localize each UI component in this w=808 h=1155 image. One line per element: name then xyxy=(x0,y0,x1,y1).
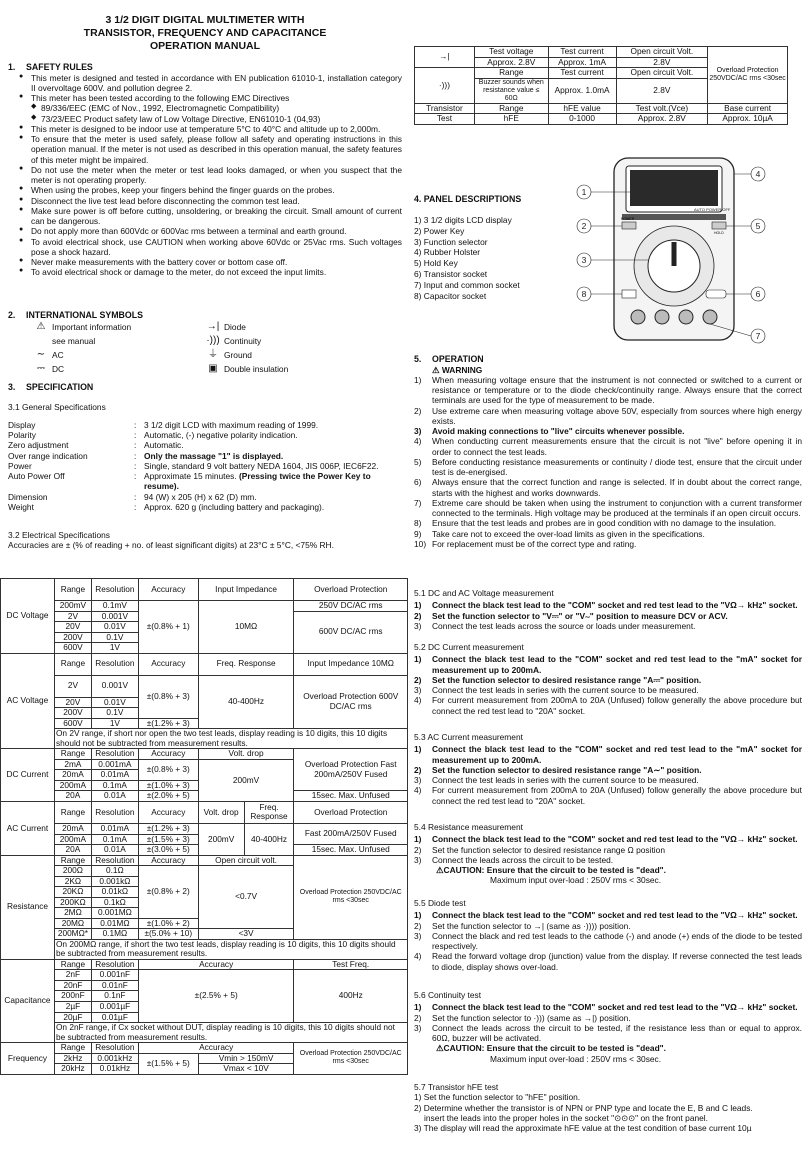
electrical-spec-heading: 3.2 Electrical Specifications xyxy=(8,530,110,541)
caution-label: ⚠CAUTION: Ensure that the circuit to be tested is "dead". xyxy=(436,865,666,875)
list-item: 3) Connect the leads across the circuit to be tested, if the resistance less than or equal to approx. 60Ω, buzzer will be activated. xyxy=(414,1022,802,1043)
ac-current-label: AC Current xyxy=(1,801,55,855)
ground-icon: ⏚ xyxy=(208,349,218,361)
section-heading: 5.5 Diode test xyxy=(414,898,466,908)
list-item: ● Make sure power is off before cutting, unsoldering, or breaking the circuit. Small amount of current can be dangerous. xyxy=(8,206,402,227)
callout-3: 3 xyxy=(581,255,587,265)
warning-icon: ⚠ xyxy=(436,1043,444,1054)
list-item: 2) Determine whether the transistor is of NPN or PNP type and locate the E, B and C leads. xyxy=(414,1102,753,1113)
list-item: 1) Set the function selector to "hFE" position. xyxy=(414,1092,581,1103)
list-item: ◆ 73/23/EEC Product safety law of Low Voltage Directive, EN61010-1 (04,93) xyxy=(8,114,402,124)
list-item: ● This meter has been tested according to the following EMC Directives xyxy=(8,93,402,103)
list-item: ● To avoid electrical shock, use CAUTION when working above 60Vdc or 25Vac rms. Such voltages pose a shock hazard. xyxy=(8,237,402,258)
section-heading: 5.1 DC and AC Voltage measurement xyxy=(414,588,554,598)
resistance-label: Resistance xyxy=(1,855,55,959)
spec-heading: SPECIFICATION xyxy=(26,382,94,392)
dc-icon: ⎓ xyxy=(37,363,45,375)
safety-heading: SAFETY RULES xyxy=(26,62,93,72)
hold-key xyxy=(712,222,726,229)
warning-icon: ⚠ xyxy=(432,364,440,375)
list-item: 6) Transistor socket xyxy=(414,269,488,280)
diode-continuity-table: →| Test voltage Test current Open circuit Volt. Overload Protection 250VDC/AC rms <30sec Approx. 2.8V Approx. 1mA 2.8V ·))) Range Test current Open circuit Volt. Buzzer sounds when resistance value ≤ 60Ω Approx. 1.0mA 2.8V Transistor Range hFE value Test volt.(Vce) Base current Test hFE 0-1000 Approx. 2.8V Approx. 10µA xyxy=(414,46,788,125)
general-spec-grid: Display : 3 1/2 digit LCD with maximum reading of 1999. Polarity : Automatic, (-) negative polarity indication. Zero adjustment : Automatic. Over range indication : Only the massage "1" is displayed. Power : Single, standard 9 volt battery NEDA 1604, JIS 006P, IEC6F22. Auto Power Off : Approximate 15 minutes. (Pressing twice the Power Key to resume). Dimension : 94 (W) x 205 (H) x 62 (D) mm. Weight : Approx. 620 g (including battery and packaging). xyxy=(8,419,379,512)
warning-icon: ⚠ xyxy=(436,865,444,875)
list-item: 1) When measuring voltage ensure that the instrument is not connected or switched to a current or resistance or temperature or to the diode check/continuity range. Always ensure that the correct terminals are used for the type of measurement to be made. xyxy=(414,374,802,406)
capacitance-note: On 2nF range, if Cx socket without DUT, display reading is 10 digits, this 10 digits should not be subtracted from measurement results. xyxy=(54,1023,407,1043)
safety-rules-section: 1. SAFETY RULES ● This meter is designed and tested in accordance with EN publication 61010-1, installation category II overvoltage 600V. and pollution degree 2. ● This meter has been tested according to the following EMC Directives ◆ 89/336/EEC (EMC of Nov., 1992, Electromagnetic Compatibility) ◆ 73/23/EEC Product safety law of Low Voltage Directive, EN61010-1 (04,93) ● This meter is designed to be indoor use at temperature 5°C to 40°C and altitude up to 2,000m. ● To ensure that the meter is used safely, please follow all safety and operating instructions in this operation manual. If the meter is not used as described in this operation manual, the safety features of this meter might be impaired. ● Do not use the meter when the meter or test lead looks damaged, or when you suspect that the meter is not operating properly. ● When using the probes, keep your fingers behind the finger guards on the probes. ● Disconnect the live test lead before disconnecting the common test lead. ● Make sure power is off before cutting, unsoldering, or breaking the circuit. Small amount of current can be dangerous. ● Do not apply more than 600Vdc or 600Vac rms between a terminal and earth ground. ● To avoid electrical shock, use CAUTION when working above 60Vdc or 25Vac rms. Such voltages pose a shock hazard. ● Never make measurements with the battery cover or bottom case off. ● To avoid electrical shock or damage to the meter, do not exceed the input limits. xyxy=(8,62,402,278)
transistor-socket xyxy=(706,290,726,298)
lcd-auto-power-text: AUTO POWER OFF xyxy=(694,207,731,212)
section-heading: 5.7 Transistor hFE test xyxy=(414,1082,499,1092)
list-item: 7) Input and common socket xyxy=(414,280,520,291)
list-item: 3) Connect the test leads across the source or loads under measurement. xyxy=(414,620,696,631)
accuracy-note: Accuracies are ± (% of reading + no. of least significant digits) at 23°C ± 5°C, <75% RH. xyxy=(8,540,334,551)
list-item: 8) Ensure that the test leads and probes are in good condition with no damage to the insulation. xyxy=(414,518,777,529)
list-item: 3) The display will read the approximate hFE value at the test condition of base current 10µ xyxy=(414,1123,752,1133)
callout-2: 2 xyxy=(581,221,587,231)
left-column xyxy=(4,0,402,1074)
ac-icon: ∼ xyxy=(36,349,46,361)
list-item: 4) For current measurement from 200mA to 20A (Unfused) follow generally the above procedure but connect the red test lead to "20A" socket. xyxy=(414,695,802,716)
list-item: 2) Power Key xyxy=(414,225,465,236)
warning-label: ⚠ WARNING xyxy=(432,364,483,375)
callout-8: 8 xyxy=(581,289,587,299)
input-socket-20a xyxy=(631,310,645,324)
list-item: 2) Use extreme care when measuring voltage above 50V, especially from sources where high energy exists. xyxy=(414,405,802,426)
list-item: 3) Connect the test leads in series with the current source to be measured. xyxy=(414,775,699,785)
list-item: 1) Connect the black test lead to the "COM" socket and red test lead to the "VΩ→ kHz" socket. xyxy=(414,1002,798,1013)
specification-section: 3. SPECIFICATION 3.1 General Specifications Display : 3 1/2 digit LCD with maximum reading of 1999. Polarity : Automatic, (-) negative polarity indication. Zero adjustment : Automatic. Over range indication : Only the massage "1" is displayed. Power : Single, standard 9 volt battery NEDA 1604, JIS 006P, IEC6F22. Auto Power Off : Approximate 15 minutes. (Pressing twice the Power Key to resume). Dimension : 94 (W) x 205 (H) x 62 (D) mm. Weight : Approx. 620 g (including battery and packaging). 3.2 Electrical Specifications Accuracies are ± (% of reading + no. of least significant digits) at 23°C ± 5°C, <75% RH. xyxy=(8,382,402,551)
list-item: 4) Read the forward voltage drop (junction) value from the display. If reverse connected the test leads to diode, display shows over-load. xyxy=(414,951,802,972)
input-socket-com xyxy=(679,310,693,324)
section-5-4: 5.4 Resistance measurement 1) Connect the black test lead to the "COM" socket and red test lead to the "VΩ→ kHz" socket. 2) Set the function selector to desired resistance range Ω position 3) Connect the leads across the circuit to be tested. ⚠CAUTION: Ensure that the circuit to be tested is "dead". Maximum input over-load : 250V rms < 30sec. xyxy=(414,822,802,886)
safety-list xyxy=(8,73,402,278)
dc-voltage-label: DC Voltage xyxy=(1,579,55,654)
capacitance-label: Capacitance xyxy=(1,959,55,1042)
list-item: 7) Extreme care should be taken when using the instrument to conjunction with a current transformer connected to the terminals. High voltage may be produced at the terminals if an open circuit occurs. xyxy=(414,497,802,519)
list-item: 2) Set the function selector to "V⎓" or "V∼" position to measure DCV or ACV. xyxy=(414,610,728,621)
operation-heading: OPERATION xyxy=(432,354,484,364)
ac-voltage-label: AC Voltage xyxy=(1,653,55,749)
document-title: 3 1/2 DIGIT DIGITAL MULTIMETER WITH TRANSISTOR, FREQUENCY AND CAPACITANCE OPERATION MANUAL xyxy=(83,14,327,53)
input-socket-ma xyxy=(655,310,669,324)
callout-6: 6 xyxy=(755,289,761,299)
double-insulation-icon: ▣ xyxy=(208,363,218,375)
list-item: 3) Connect the test leads in series with the current source to be measured. xyxy=(414,685,699,695)
list-item: 2) Set the function selector to ·))) (same as →|) position. xyxy=(414,1012,631,1023)
symbols-section: 2. INTERNATIONAL SYMBOLS ⚠ Important information →| Diode see manual ·))) Continuity ∼ AC ⏚ Ground ⎓ DC ▣ Double insulation xyxy=(8,310,402,375)
list-item: 2) Set the function selector to desired resistance range Ω position xyxy=(414,844,665,855)
list-item: 3) Function selector xyxy=(414,236,488,247)
list-item: ● To avoid electrical shock or damage to the meter, do not exceed the input limits. xyxy=(8,267,402,277)
operation-list xyxy=(414,375,802,549)
section-5-5 xyxy=(414,898,802,972)
list-item: 6) Always ensure that the correct function and range is selected. If in doubt about the correct range, starts with the highest and works downwards. xyxy=(414,477,802,498)
panel-heading: 4. PANEL DESCRIPTIONS xyxy=(414,194,522,204)
hold-key-label: HOLD xyxy=(714,231,724,235)
lcd-screen xyxy=(630,170,718,206)
list-item: insert the leads into the proper holes in the socket "⊙⊙⊙" on the front panel. xyxy=(424,1112,708,1123)
list-item: 8) Capacitor socket xyxy=(414,291,487,302)
caution-label: ⚠CAUTION: Ensure that the circuit to be tested is "dead". xyxy=(436,1043,666,1054)
list-item: 3) Connect the black and red test leads to the cathode (-) and anode (+) ends of the diode to be tested respectively. xyxy=(414,930,802,951)
callout-4: 4 xyxy=(755,169,761,179)
list-item: 2) Set the function selector to desired resistance range "A∼" position. xyxy=(414,764,702,775)
list-item: 3) Connect the leads across the circuit to be tested. xyxy=(414,854,614,865)
capacitor-socket xyxy=(622,290,636,298)
power-key xyxy=(622,222,636,229)
warning-icon: ⚠ xyxy=(36,320,46,332)
list-item: 3) Avoid making connections to "live" circuits whenever possible. xyxy=(414,426,685,437)
section-5-6: 5.6 Continuity test 1) Connect the black test lead to the "COM" socket and red test lead to the "VΩ→ kHz" socket. 2) Set the function selector to ·))) (same as →|) position. 3) Connect the leads across the circuit to be tested, if the resistance less than or equal to approx. 60Ω, buzzer will be activated. ⚠CAUTION: Ensure that the circuit to be tested is "dead". Maximum input over-load : 250V rms < 30sec. xyxy=(414,990,802,1064)
electrical-spec-table: DC Voltage Range Resolution Accuracy Input Impedance Overload Protection 200mV 0.1mV ±(0.8% + 1) 10MΩ 250V DC/AC rms 2V 0.001V 600V DC/AC rms 20V 0.01V 200V 0.1V 600V 1V AC Voltage Range Resolution Accuracy Freq. Response Input Impedance 10MΩ 2V 0.001V ±(0.8% + 3) 40-400Hz Overload Protection 600V DC/AC rms 20V 0.01V 200V 0.1V 600V 1V ±(1.2% + 3) On 2V range, if short nor open the two test leads, display reading is 10 digits, this 10 digits should not be subtracted from measurement results. DC Current Range Resolution Accuracy Volt. drop Overload Protection Fast 200mA/250V Fused 2mA 0.001mA ±(0.8% + 3) 200mV 20mA 0.01mA 200mA 0.1mA ±(1.0% + 3) 20A 0.01A ±(2.0% + 5) 15sec. Max. Unfused AC Current Range Resolution Accuracy Volt. drop Freq. Response Overload Protection 20mA 0.01mA ±(1.2% + 3) 200mV 40-400Hz Fast 200mA/250V Fused 200mA 0.1mA ±(1.5% + 3) 20A 0.01A ±(3.0% + 5) 15sec. Max. Unfused Resistance Range Resolution Accuracy Open circuit volt. Overload Protection 250VDC/AC rms <30sec 200Ω 0.1Ω ±(0.8% + 2) <0.7V 2KΩ 0.001kΩ 20KΩ 0.01kΩ 200KΩ 0.1kΩ 2MΩ 0.001MΩ 20MΩ 0.01MΩ ±(1.0% + 2) 200MΩ* 0.1MΩ ±(5.0% + 10) <3V On 200MΩ range, if short the two test leads, display reading is 10 digits, this 10 digits should be subtracted from measurement results. Capacitance Range Resolution Accuracy Test Freq. 2nF 0.001nF ±(2.5% + 5) 400Hz 20nF 0.01nF 200nF 0.1nF 2µF 0.001µF 20µF 0.01µF On 2nF range, if Cx socket without DUT, display reading is 10 digits, this 10 digits should not be subtracted from measurement results. Frequency Range Resolution Accuracy Overload Protection 250VDC/AC rms <30sec 2kHz 0.001kHz ±(1.5% + 5) Vmin > 150mV 20kHz 0.01kHz Vmax < 10V xyxy=(0,578,408,1075)
list-item: 5) Hold Key xyxy=(414,258,458,269)
list-item: 2) Set the function selector to desired resistance range "A⎓" position. xyxy=(414,674,702,685)
section-heading: 5.3 AC Current measurement xyxy=(414,732,523,742)
list-item: 1) Connect the black test lead to the "COM" socket and red test lead to the "VΩ→ kHz" socket. xyxy=(414,600,798,611)
section-5-3 xyxy=(414,732,802,806)
multimeter-illustration xyxy=(574,152,784,344)
list-item: 1) Connect the black test lead to the "COM" socket and red test lead to the "mA" socket for measurement up to 200mA. xyxy=(414,654,802,675)
section-heading: 5.2 DC Current measurement xyxy=(414,642,524,652)
callout-7: 7 xyxy=(755,331,761,341)
list-item: ● Never make measurements with the battery cover or bottom case off. xyxy=(8,257,402,267)
section-5-1 xyxy=(414,588,802,631)
frequency-label: Frequency xyxy=(1,1043,55,1075)
list-item: ● Do not use the meter when the meter or test lead looks damaged, or when you suspect that the meter is not operating properly. xyxy=(8,165,402,186)
list-item: 1) Connect the black test lead to the "COM" socket and red test lead to the "mA" socket for measurement up to 200mA. xyxy=(414,744,802,765)
list-item: ● Disconnect the live test lead before disconnecting the common test lead. xyxy=(8,196,402,206)
power-key-label: POWER xyxy=(621,217,635,221)
section-5-7 xyxy=(414,1082,802,1133)
diode-icon: →| xyxy=(206,320,220,332)
list-item: 4) When conducting current measurements ensure that the circuit is not "live" before opening it in order to connect the test leads. xyxy=(414,436,802,457)
list-item: 5) Before conducting resistance measurements or continuity / diode test, ensure that the circuit under test is de-energised. xyxy=(414,456,802,478)
symbols-heading: INTERNATIONAL SYMBOLS xyxy=(26,310,143,320)
list-item: 10) For replacement must be of the correct type and rating. xyxy=(414,538,637,549)
general-spec-heading: 3.1 General Specifications xyxy=(8,401,106,412)
list-item: 9) Take care not to exceed the over-load limits as given in the specifications. xyxy=(414,528,705,539)
list-item: 2) Set the function selector to →| (same as ·)))) position. xyxy=(414,920,631,931)
resistance-note: On 200MΩ range, if short the two test leads, display reading is 10 digits, this 10 digits should be subtracted from measurement results. xyxy=(54,939,407,959)
section-heading: 5.4 Resistance measurement xyxy=(414,822,523,832)
list-item: ● To ensure that the meter is used safely, please follow all safety and operating instructions in this operation manual. If the meter is not used as described in this operation manual, the safety features of this meter might be impaired. xyxy=(8,134,402,165)
dc-current-label: DC Current xyxy=(1,749,55,802)
ac-voltage-note: On 2V range, if short nor open the two test leads, display reading is 10 digits, this 10 digits should not be subtracted from measurement results. xyxy=(54,729,407,749)
callout-5: 5 xyxy=(755,221,761,231)
section-5-2 xyxy=(414,642,802,716)
list-item: ● Do not apply more than 600Vdc or 600Vac rms between a terminal and earth ground. xyxy=(8,226,402,236)
callout-1: 1 xyxy=(581,187,587,197)
list-item: ◆ 89/336/EEC (EMC of Nov., 1992, Electromagnetic Compatibility) xyxy=(8,103,402,113)
list-item: 4) For current measurement from 200mA to 20A (Unfused) follow generally the above procedure but connect the red test lead to "20A" socket. xyxy=(414,785,802,806)
list-item: 1) Connect the black test lead to the "COM" socket and red test lead to the "VΩ→ kHz" socket. xyxy=(414,834,798,845)
list-item: ● This meter is designed to be indoor use at temperature 5°C to 40°C and altitude up to 2,000m. xyxy=(8,124,402,134)
continuity-icon: ·))) xyxy=(206,334,220,346)
symbols-grid: ⚠ Important information →| Diode see manual ·))) Continuity ∼ AC ⏚ Ground ⎓ DC ▣ Double insulation xyxy=(30,321,402,376)
diode-icon: →| xyxy=(415,47,475,68)
list-item: 1) 3 1/2 digits LCD display xyxy=(414,214,512,225)
list-item: 1) Connect the black test lead to the "COM" socket and red test lead to the "VΩ→ kHz" socket. xyxy=(414,910,798,921)
list-item: 4) Rubber Holster xyxy=(414,247,481,258)
list-item: ● This meter is designed and tested in accordance with EN publication 61010-1, installation category II overvoltage 600V. and pollution degree 2. xyxy=(8,73,402,94)
operation-section: 5. OPERATION ⚠ WARNING 1) When measuring voltage ensure that the instrument is not connected or switched to a current or resistance or temperature or to the diode check/continuity range. Always ensure that the correct terminals are used for the type of measurement to be made. 2) Use extreme care when measuring voltage above 50V, especially from sources where high energy exists. 3) Avoid making connections to "live" circuits whenever possible. 4) When conducting current measurements ensure that the circuit is not "live" before opening it in order to connect the test leads. 5) Before conducting resistance measurements or continuity / diode test, ensure that the circuit under test is de-energised. 6) Always ensure that the correct function and range is selected. If in doubt about the correct range, starts with the highest and works downwards. 7) Extreme care should be taken when using the instrument to conjunction with a current transformer connected to the terminals. High voltage may be produced at the terminals if an open circuit occurs. 8) Ensure that the test leads and probes are in good condition with no damage to the insulation. 9) Take care not to exceed the over-load limits as given in the specifications. 10) For replacement must be of the correct type and rating. xyxy=(414,354,802,549)
input-socket-v xyxy=(703,310,717,324)
continuity-icon: ·))) xyxy=(415,68,475,104)
list-item: ● When using the probes, keep your fingers behind the finger guards on the probes. xyxy=(8,185,402,195)
section-heading: 5.6 Continuity test xyxy=(414,990,482,1000)
